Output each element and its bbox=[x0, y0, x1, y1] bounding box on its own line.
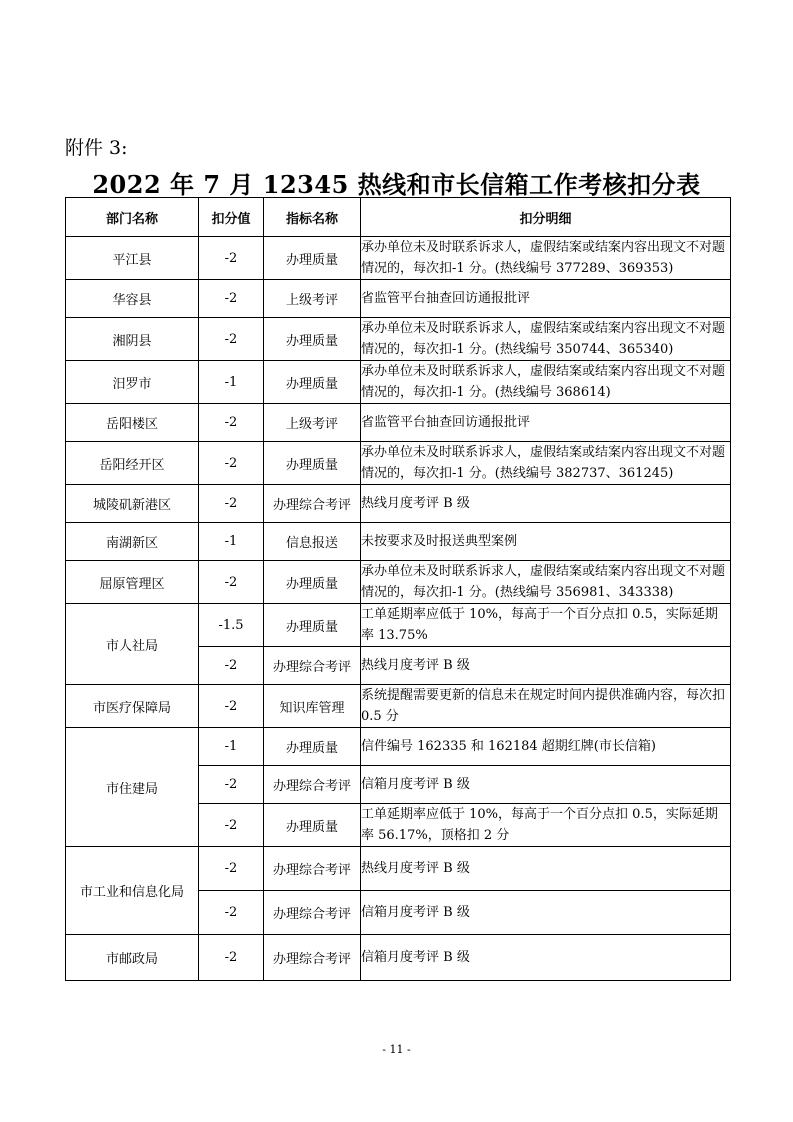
cell-dept: 华容县 bbox=[66, 280, 199, 318]
cell-indicator: 办理综合考评 bbox=[264, 766, 361, 804]
cell-indicator: 办理质量 bbox=[264, 561, 361, 604]
cell-indicator: 办理质量 bbox=[264, 604, 361, 647]
cell-detail: 承办单位未及时联系诉求人，虚假结案或结案内容出现文不对题情况的，每次扣-1 分。(热线编号 377289、369353) bbox=[361, 237, 731, 280]
cell-score: -1.5 bbox=[199, 604, 264, 647]
cell-detail: 信箱月度考评 B 级 bbox=[361, 935, 731, 981]
cell-detail: 信箱月度考评 B 级 bbox=[361, 891, 731, 935]
cell-indicator: 上级考评 bbox=[264, 280, 361, 318]
table-header-row bbox=[66, 198, 731, 237]
table-row bbox=[66, 685, 731, 728]
page-title: 2022 年 7 月 12345 热线和市长信箱工作考核扣分表 bbox=[92, 170, 701, 199]
cell-dept: 市邮政局 bbox=[66, 935, 199, 981]
cell-detail: 信箱月度考评 B 级 bbox=[361, 766, 731, 804]
table-body bbox=[66, 237, 731, 981]
cell-score: -2 bbox=[199, 685, 264, 728]
table-row bbox=[66, 318, 731, 361]
header-detail: 扣分明细 bbox=[361, 198, 731, 237]
cell-dept: 城陵矶新港区 bbox=[66, 485, 199, 523]
page-number: - 11 - bbox=[382, 1043, 411, 1056]
header-dept: 部门名称 bbox=[66, 198, 199, 237]
cell-detail: 信件编号 162335 和 162184 超期红牌(市长信箱) bbox=[361, 728, 731, 766]
cell-dept: 市医疗保障局 bbox=[66, 685, 199, 728]
cell-score: -2 bbox=[199, 280, 264, 318]
cell-indicator: 办理质量 bbox=[264, 728, 361, 766]
cell-detail: 工单延期率应低于 10%，每高于一个百分点扣 0.5，实际延期率 13.75% bbox=[361, 604, 731, 647]
cell-score: -2 bbox=[199, 318, 264, 361]
cell-dept: 岳阳楼区 bbox=[66, 404, 199, 442]
table-row bbox=[66, 442, 731, 485]
cell-score: -1 bbox=[199, 728, 264, 766]
table-row bbox=[66, 561, 731, 604]
table-row bbox=[66, 728, 731, 766]
cell-detail: 未按要求及时报送典型案例 bbox=[361, 523, 731, 561]
table-row bbox=[66, 280, 731, 318]
cell-dept: 岳阳经开区 bbox=[66, 442, 199, 485]
cell-score: -1 bbox=[199, 523, 264, 561]
cell-indicator: 办理质量 bbox=[264, 237, 361, 280]
table-row bbox=[66, 935, 731, 981]
cell-detail: 承办单位未及时联系诉求人，虚假结案或结案内容出现文不对题情况的，每次扣-1 分。(热线编号 350744、365340) bbox=[361, 318, 731, 361]
cell-detail: 承办单位未及时联系诉求人，虚假结案或结案内容出现文不对题情况的，每次扣-1 分。(热线编号 356981、343338) bbox=[361, 561, 731, 604]
cell-indicator: 办理综合考评 bbox=[264, 891, 361, 935]
cell-detail: 热线月度考评 B 级 bbox=[361, 647, 731, 685]
cell-dept: 湘阴县 bbox=[66, 318, 199, 361]
table-row bbox=[66, 237, 731, 280]
cell-indicator: 上级考评 bbox=[264, 404, 361, 442]
cell-dept: 平江县 bbox=[66, 237, 199, 280]
cell-score: -2 bbox=[199, 485, 264, 523]
cell-detail: 承办单位未及时联系诉求人，虚假结案或结案内容出现文不对题情况的，每次扣-1 分。(热线编号 382737、361245) bbox=[361, 442, 731, 485]
cell-dept: 市住建局 bbox=[66, 728, 199, 847]
cell-indicator: 办理综合考评 bbox=[264, 485, 361, 523]
header-score: 扣分值 bbox=[199, 198, 264, 237]
cell-detail: 热线月度考评 B 级 bbox=[361, 485, 731, 523]
cell-dept: 南湖新区 bbox=[66, 523, 199, 561]
table-row bbox=[66, 847, 731, 891]
cell-score: -2 bbox=[199, 935, 264, 981]
table-row bbox=[66, 361, 731, 404]
cell-score: -1 bbox=[199, 361, 264, 404]
cell-score: -2 bbox=[199, 442, 264, 485]
cell-score: -2 bbox=[199, 647, 264, 685]
cell-score: -2 bbox=[199, 891, 264, 935]
table-row bbox=[66, 485, 731, 523]
cell-detail: 热线月度考评 B 级 bbox=[361, 847, 731, 891]
attachment-label: 附件 3: bbox=[65, 137, 128, 159]
cell-dept: 屈原管理区 bbox=[66, 561, 199, 604]
cell-detail: 工单延期率应低于 10%，每高于一个百分点扣 0.5，实际延期率 56.17%，顶格扣 2 分 bbox=[361, 804, 731, 847]
cell-score: -2 bbox=[199, 847, 264, 891]
cell-detail: 省监管平台抽查回访通报批评 bbox=[361, 404, 731, 442]
deduction-table bbox=[65, 197, 731, 981]
cell-dept: 市工业和信息化局 bbox=[66, 847, 199, 935]
cell-dept: 汨罗市 bbox=[66, 361, 199, 404]
table-row bbox=[66, 604, 731, 647]
cell-indicator: 信息报送 bbox=[264, 523, 361, 561]
cell-score: -2 bbox=[199, 804, 264, 847]
cell-score: -2 bbox=[199, 404, 264, 442]
cell-detail: 承办单位未及时联系诉求人，虚假结案或结案内容出现文不对题情况的，每次扣-1 分。(热线编号 368614) bbox=[361, 361, 731, 404]
cell-indicator: 办理质量 bbox=[264, 442, 361, 485]
cell-indicator: 办理质量 bbox=[264, 318, 361, 361]
cell-detail: 系统提醒需要更新的信息未在规定时间内提供准确内容，每次扣 0.5 分 bbox=[361, 685, 731, 728]
cell-indicator: 办理综合考评 bbox=[264, 647, 361, 685]
cell-indicator: 办理质量 bbox=[264, 361, 361, 404]
cell-indicator: 办理质量 bbox=[264, 804, 361, 847]
cell-dept: 市人社局 bbox=[66, 604, 199, 685]
cell-indicator: 知识库管理 bbox=[264, 685, 361, 728]
cell-score: -2 bbox=[199, 766, 264, 804]
table-row bbox=[66, 523, 731, 561]
cell-score: -2 bbox=[199, 237, 264, 280]
cell-detail: 省监管平台抽查回访通报批评 bbox=[361, 280, 731, 318]
cell-indicator: 办理综合考评 bbox=[264, 847, 361, 891]
table-row bbox=[66, 404, 731, 442]
header-indicator: 指标名称 bbox=[264, 198, 361, 237]
cell-indicator: 办理综合考评 bbox=[264, 935, 361, 981]
cell-score: -2 bbox=[199, 561, 264, 604]
